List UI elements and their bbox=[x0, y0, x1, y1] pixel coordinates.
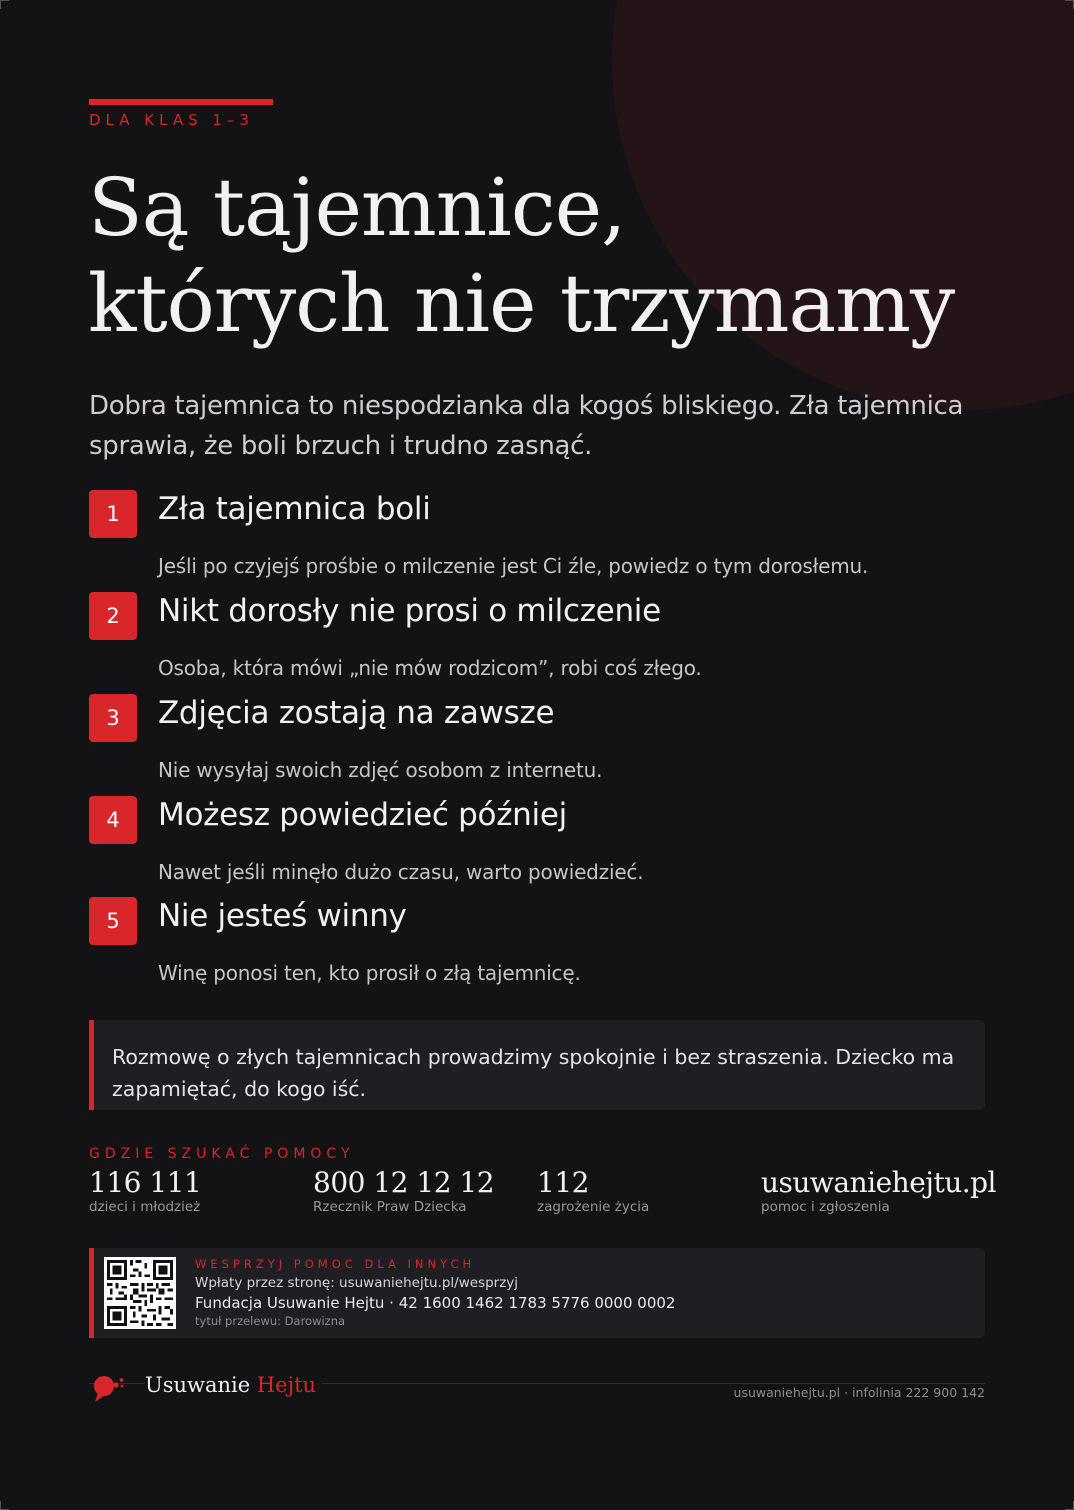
help-item-website[interactable] bbox=[761, 1166, 996, 1215]
speech-bubble-logo-icon bbox=[92, 1374, 126, 1404]
support-website: Wpłaty przez stronę: usuwaniehejtu.pl/wesprzyj bbox=[195, 1275, 519, 1291]
step-description: Osoba, która mówi „nie mów rodzicom”, robi coś złego. bbox=[158, 656, 702, 680]
title-line-1: Są tajemnice, bbox=[88, 161, 626, 254]
brand-part-2: Hejtu bbox=[256, 1373, 317, 1397]
crop-mark-top-right bbox=[1065, 0, 1074, 9]
help-heading: GDZIE SZUKAĆ POMOCY bbox=[89, 1146, 355, 1162]
lead-paragraph: Dobra tajemnica to niespodzianka dla kogoś bliskiego. Zła tajemnica sprawia, że boli brzuch i trudno zasnąć. bbox=[89, 391, 964, 461]
step-description: Jeśli po czyjejś prośbie o milczenie jest Ci źle, powiedz o tym dorosłemu. bbox=[158, 554, 869, 578]
help-number: 112 bbox=[537, 1166, 589, 1199]
kicker-label: DLA KLAS 1–3 bbox=[89, 111, 254, 129]
support-transfer-title: tytuł przelewu: Darowizna bbox=[195, 1314, 346, 1328]
step-title: Nie jesteś winny bbox=[158, 898, 407, 934]
step-number-badge: 5 bbox=[89, 897, 137, 945]
help-label: dzieci i młodzież bbox=[89, 1199, 201, 1215]
brand-wordmark bbox=[145, 1373, 322, 1397]
step-title: Zdjęcia zostają na zawsze bbox=[158, 695, 555, 731]
step-title: Możesz powiedzieć później bbox=[158, 797, 567, 833]
help-item-112 bbox=[537, 1166, 649, 1215]
support-bank-account: Fundacja Usuwanie Hejtu · 42 1600 1462 1783 5776 0000 0002 bbox=[195, 1294, 676, 1312]
step-description: Winę ponosi ten, kto prosił o złą tajemnicę. bbox=[158, 961, 581, 985]
step-description: Nawet jeśli minęło dużo czasu, warto powiedzieć. bbox=[158, 860, 644, 884]
support-heading: WESPRZYJ POMOC DLA INNYCH bbox=[195, 1257, 476, 1271]
help-label: Rzecznik Praw Dziecka bbox=[313, 1199, 467, 1215]
qr-code-icon[interactable] bbox=[104, 1257, 176, 1329]
brand-part-1: Usuwanie bbox=[145, 1373, 251, 1397]
step-title: Nikt dorosły nie prosi o milczenie bbox=[158, 593, 661, 629]
footer-contact: usuwaniehejtu.pl · infolinia 222 900 142 bbox=[733, 1385, 985, 1400]
step-number-badge: 2 bbox=[89, 592, 137, 640]
accent-bar bbox=[89, 99, 273, 105]
help-number: 800 12 12 12 bbox=[313, 1166, 495, 1199]
step-description: Nie wysyłaj swoich zdjęć osobom z internetu. bbox=[158, 758, 603, 782]
step-number-badge: 3 bbox=[89, 694, 137, 742]
step-title: Zła tajemnica boli bbox=[158, 491, 431, 527]
page-title bbox=[88, 160, 954, 352]
support-panel bbox=[89, 1248, 985, 1338]
help-label: pomoc i zgłoszenia bbox=[761, 1199, 890, 1215]
title-line-2: których nie trzymamy bbox=[88, 257, 955, 350]
help-number: 116 111 bbox=[89, 1166, 202, 1199]
crop-mark-bottom-right bbox=[1065, 1501, 1074, 1510]
crop-mark-bottom-left bbox=[0, 1501, 9, 1510]
help-label: zagrożenie życia bbox=[537, 1199, 650, 1215]
teacher-note: Rozmowę o złych tajemnicach prowadzimy spokojnie i bez straszenia. Dziecko ma zapamiętać, do kogo iść. bbox=[89, 1020, 985, 1110]
crop-mark-top-left bbox=[0, 0, 9, 9]
help-item-rpd bbox=[313, 1166, 494, 1215]
help-item-116111 bbox=[89, 1166, 201, 1215]
help-website-link[interactable]: usuwaniehejtu.pl bbox=[761, 1166, 997, 1199]
step-number-badge: 4 bbox=[89, 796, 137, 844]
step-number-badge: 1 bbox=[89, 490, 137, 538]
